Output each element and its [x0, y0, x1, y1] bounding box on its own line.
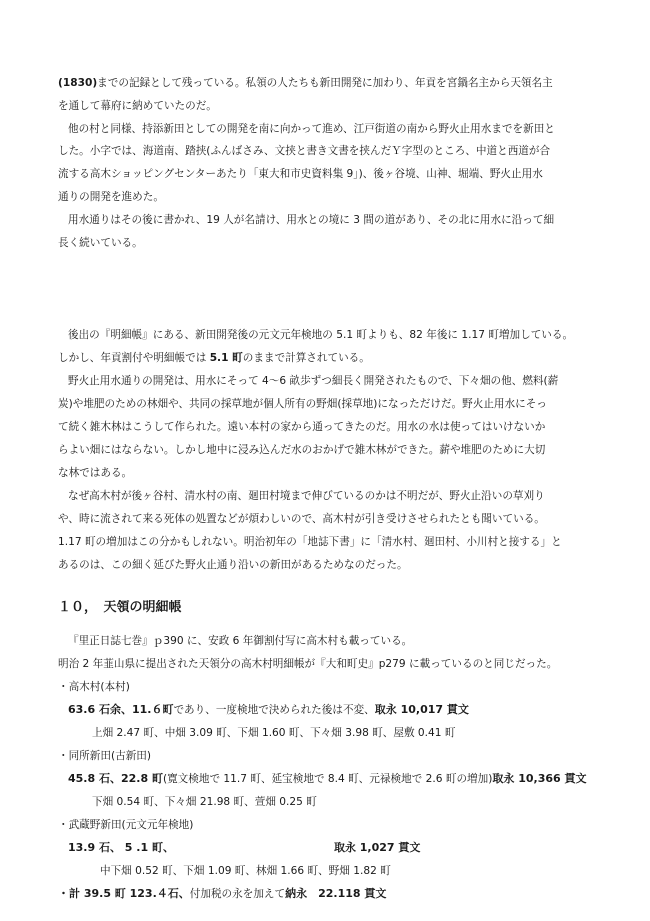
para1-line2: を通して幕府に納めていたのだ。 — [58, 100, 217, 112]
para6-line2: や、時に流されて来る死体の処置などが煩わしいので、高木村が引き受けさせられたとも聞いている。 — [58, 513, 545, 525]
entry-title: ・武蔵野新田(元文元年検地) — [58, 819, 194, 831]
para4-line2 — [58, 350, 603, 366]
total-text: 付加税の永を加えて — [189, 888, 286, 900]
para2-line2: した。小字では、海道南、踏挟(ふんばさみ、文挟と書き文書を挟んだＹ字型のところ、中道と西道が合 — [58, 145, 551, 157]
entry-main — [68, 771, 613, 787]
entry-detail: 上畑 2.47 町、中畑 3.09 町、下畑 1.60 町、下々畑 3.98 町、屋敷 0.41 町 — [92, 727, 456, 739]
entry-main — [68, 840, 613, 856]
para2-line4: 通りの開発を進めた。 — [58, 191, 164, 203]
para5-line5: な林ではある。 — [58, 467, 133, 479]
entry-detail: 中下畑 0.52 町、下畑 1.09 町、林畑 1.66 町、野畑 1.82 町 — [100, 865, 391, 877]
entry-tax: 取永 10,017 貫文 — [374, 703, 469, 716]
para1-line1-text: までの記録として残っている。私領の人たちも新田開発に加わり、年貢を宮鍋名主から天領名主 — [97, 77, 553, 89]
para4-text-c: のままで計算されている。 — [242, 352, 370, 364]
entry-title: ・同所新田(古新田) — [58, 750, 152, 762]
entry-bold-figures: 13.9 石、 5 .1 町、 — [68, 841, 174, 854]
entry-main — [68, 702, 613, 718]
para5-line4: らよい畑にはならない。しかし地中に浸み込んだ水のおかげで雑木林ができた。薪や堆肥のために大切 — [58, 444, 546, 456]
para5-line3: て続く雑木林はこうして作られた。遠い本村の家から通ってきたのだ。用水の水は使ってはいけないか — [58, 421, 546, 433]
para6-line1: なぜ高木村が後ヶ谷村、清水村の南、廻田村境まで伸びているのかは不明だが、野火止沿いの草刈り — [68, 490, 545, 502]
para6-line4: あるのは、この細く延びた野火止通り沿いの新田があるためなのだった。 — [58, 559, 408, 571]
entry-title: ・高木村(本村) — [58, 681, 130, 693]
para4-text-a: しかし、年貢割付や明細帳では — [58, 352, 210, 364]
para2-line3: 流する高木ショッピングセンターあたり「東大和市史資料集 9」)、後ヶ谷境、山神、堀端、野火止用水 — [58, 168, 543, 180]
para5-line1: 野火止用水通りの開発は、用水にそって 4～6 畝歩ずつ細長く開発されたもので、下々畑の他、燃料(薪 — [68, 375, 559, 387]
entry-bold-figures: 63.6 石余、11.６町 — [68, 703, 174, 716]
para1-line1 — [58, 75, 603, 91]
section-line1: 『里正日誌七巻』ｐ390 に、安政 6 年御割付写に高木村も載っている。 — [68, 635, 413, 647]
para4-bold-area: 5.1 町 — [209, 352, 243, 364]
para4-line1: 後出の『明細帳』にある、新田開発後の元文元年検地の 5.1 町よりも、82 年後に 1.17 町増加している。 — [68, 329, 574, 341]
para5-line2: 炭)や堆肥のための林畑や、共同の採草地が個人所有の野畑(採草地)になっただけだ。野火止用水にそっ — [58, 398, 547, 410]
section-line2: 明治 2 年韮山県に提出された天領分の高木村明細帳が『大和町史』p279 に載っているのと同じだった。 — [58, 658, 558, 670]
entry-text: (寛文検地で 11.7 町、延宝検地で 8.4 町、元禄検地で 2.6 町の増加) — [162, 773, 493, 785]
para6-line3: 1.17 町の増加はこの分かもしれない。明治初年の「地誌下書」に「清水村、廻田村、小川村と接する」と — [58, 536, 562, 548]
para3-line2: 長く続いている。 — [58, 237, 143, 249]
entry-detail: 下畑 0.54 町、下々畑 21.98 町、萱畑 0.25 町 — [92, 796, 317, 808]
entry-tax: 取永 1,027 貫文 — [333, 841, 421, 854]
year-label: (1830) — [58, 77, 98, 89]
section-heading: １０， 天領の明細帳 — [58, 600, 182, 615]
para2-line1: 他の村と同様、持添新田としての開発を南に向かって進め、江戸街道の南から野火止用水までを新田と — [68, 123, 555, 135]
total-tax: 納永 22.118 貫文 — [285, 887, 387, 900]
para3-line1: 用水通りはその後に書かれ、19 人が名請け、用水との境に 3 間の道があり、その北に用水に沿って細 — [68, 214, 555, 226]
total-figures: ・計 39.5 町 123.４石、 — [58, 887, 190, 900]
entry-bold-figures: 45.8 石、22.8 町 — [68, 772, 163, 785]
entry-text: であり、一度検地で決められた後は不変、 — [173, 704, 375, 716]
total-line — [58, 886, 603, 902]
entry-tax: 取永 10,366 貫文 — [492, 772, 587, 785]
